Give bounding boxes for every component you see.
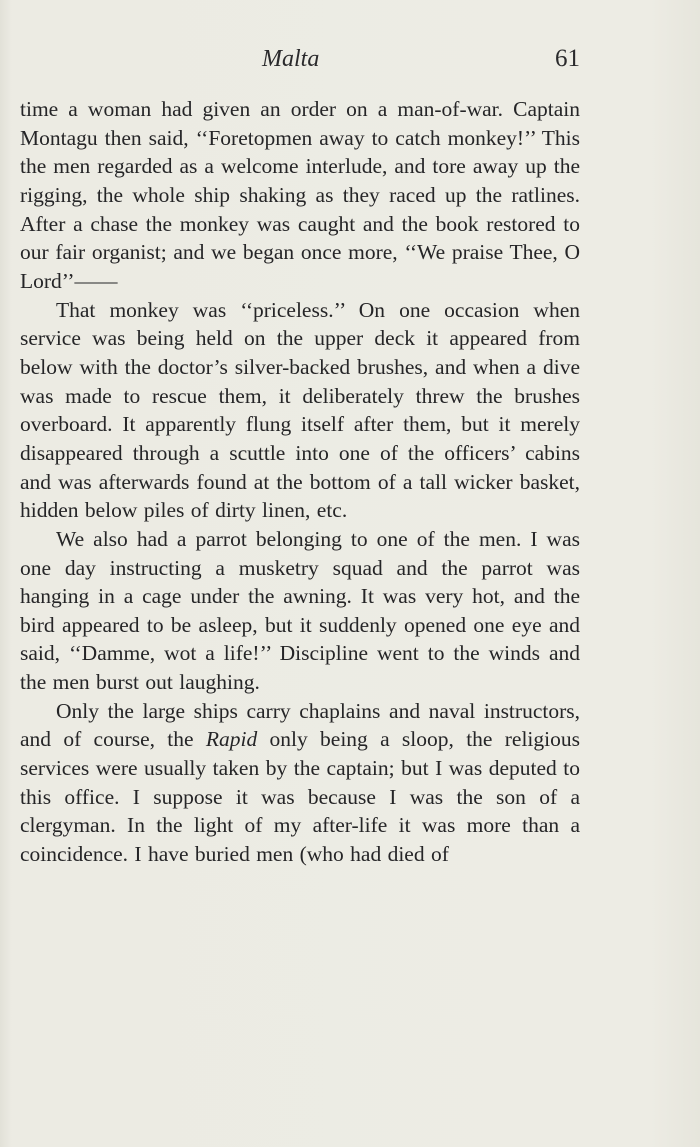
running-title: Malta (262, 46, 320, 72)
paragraph-2: That monkey was ‘‘priceless.’’ On one occasion when service was being held on the upper deck it appeared from below with the doctor’s silver-backed brushes, and when a dive was made to rescue them, it deliberately threw the brushes overboard. It apparently flung itself after them, but it merely disappeared through a scuttle into one of the officers’ cabins and was afterwards found at the bottom of a tall wicker basket, hidden below piles of dirty linen, etc. (20, 297, 580, 523)
running-head (20, 44, 580, 78)
body-text (20, 95, 580, 869)
ship-name: Rapid (205, 727, 258, 752)
paragraph-1: time a woman had given an order on a man-of-war. Captain Montagu then said, ‘‘Foretopmen away to catch monkey!’’ This the men regarded as a welcome interlude, and tore away up the rigging, the whole ship shaking as they raced up the ratlines. After a chase the monkey was caught and the book restored to our fair organist; and we began once more, ‘‘We praise Thee, O Lord’’—— (20, 97, 580, 293)
paragraph-3: We also had a parrot belonging to one of the men. I was one day instructing a musketry squad and the parrot was hanging in a cage under the awning. It was very hot, and the bird appeared to be asleep, but it suddenly opened one eye and said, ‘‘Damme, wot a life!’’ Discipline went to the winds and the men burst out laughing. (20, 526, 580, 695)
page-number: 61 (555, 45, 580, 72)
paragraph-4-before-ship-name: Only the large ships carry chaplains and naval instructors, and of course, the (20, 698, 580, 752)
paragraph-4-after-ship-name: only being a sloop, the religious services were usually taken by the captain; but I was deputed to this office. I suppose it was because I was the son of a clergyman. In the light of my after-life it was more than a coincidence. I have buried men (who had died of (20, 727, 580, 867)
paragraph-4 (20, 697, 580, 869)
